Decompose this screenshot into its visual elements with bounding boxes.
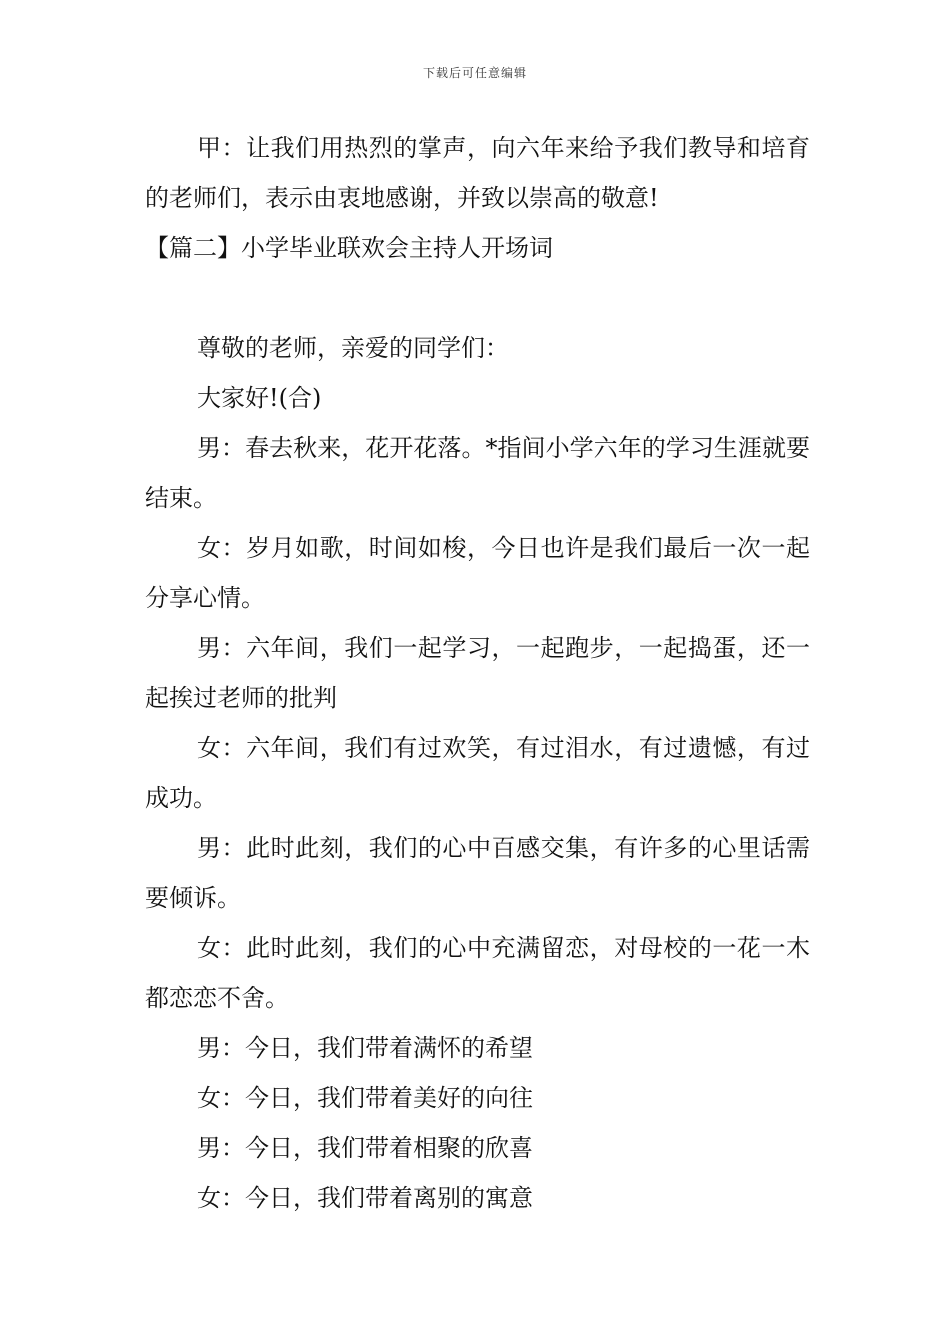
paragraph-line: 男：今日，我们带着满怀的希望 (197, 1034, 533, 1062)
paragraph-line: 女：六年间，我们有过欢笑，有过泪水，有过遗憾，有过成功。 (145, 734, 810, 812)
paragraph-greeting: 大家好!(合) (197, 384, 322, 412)
paragraph-line: 女：今日，我们带着离别的寓意 (197, 1184, 533, 1212)
page-header: 下载后可任意编辑 (422, 66, 527, 80)
paragraph-line: 男：此时此刻，我们的心中百感交集，有许多的心里话需要倾诉。 (145, 834, 810, 912)
blank-line (145, 273, 810, 323)
paragraph-salutation: 尊敬的老师，亲爱的同学们： (197, 334, 509, 362)
paragraph-line: 男：六年间，我们一起学习，一起跑步，一起捣蛋，还一起挨过老师的批判 (145, 634, 810, 712)
document-body (145, 123, 810, 1223)
paragraph-line: 男：今日，我们带着相聚的欣喜 (197, 1134, 533, 1162)
paragraph-line: 女：此时此刻，我们的心中充满留恋，对母校的一花一木都恋恋不舍。 (145, 934, 810, 1012)
section-heading: 【篇二】小学毕业联欢会主持人开场词 (145, 234, 553, 262)
paragraph-line: 女：今日，我们带着美好的向往 (197, 1084, 533, 1112)
paragraph-line: 女：岁月如歌，时间如梭，今日也许是我们最后一次一起分享心情。 (145, 534, 810, 612)
paragraph-closing-thanks: 甲：让我们用热烈的掌声，向六年来给予我们教导和培育的老师们，表示由衷地感谢，并致以崇高的敬意! (145, 134, 810, 212)
paragraph-line: 男：春去秋来，花开花落。*指间小学六年的学习生涯就要结束。 (145, 434, 810, 512)
